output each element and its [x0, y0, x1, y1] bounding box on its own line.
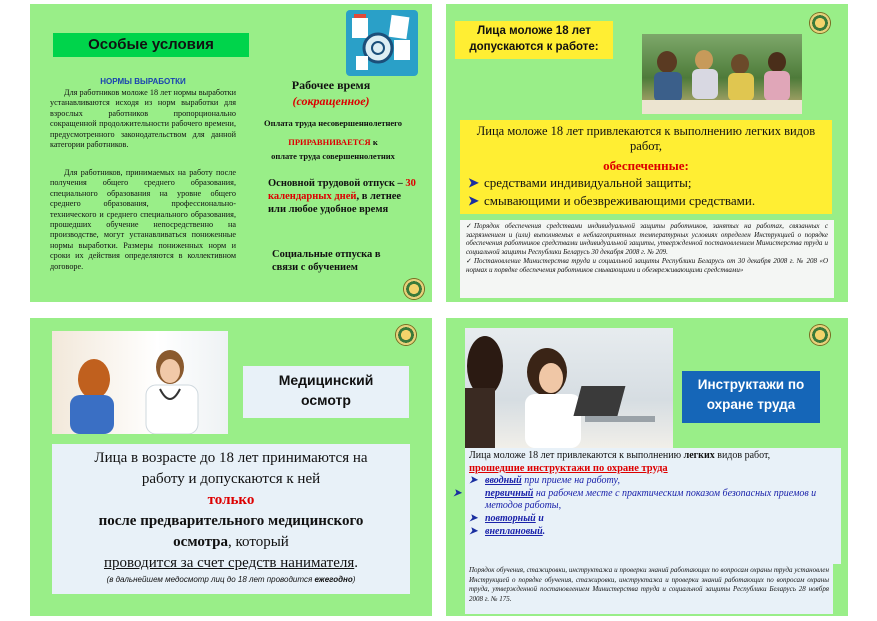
slide-medical-exam [30, 318, 432, 616]
emblem-logo [810, 13, 830, 33]
pay-k: к [370, 137, 378, 147]
slide-title: Особые условия [53, 33, 249, 57]
leave-days: 30 календарных дней [268, 178, 416, 202]
norms-paragraph-1: Для работников моложе 18 лет нормы выработки устанавливаются исходя из норм выработки для взрослых работников пропорционально сокращенной продолжительности рабочего времени, предусмотренного законодательством для данной категории работников. [50, 88, 236, 150]
pay-line-3: оплате труда совершеннолетних [271, 151, 395, 161]
pay-equal-label: ПРИРАВНИВАЕТСЯ [288, 137, 371, 147]
social-leave-text: Социальные отпуска в связи с обучением [272, 249, 381, 273]
after-exam-line: после предварительного медицинского [98, 513, 364, 529]
light-work-box [460, 120, 832, 214]
list-item: ➤ внеплановый. [469, 525, 546, 537]
text-line-2: работу и допускаются к ней [141, 471, 321, 487]
passed-briefings: прошедшие инструктажи по охране труда [469, 462, 668, 474]
exam-line: осмотра, который [173, 534, 289, 550]
light-work-text: Лица моложе 18 лет привлекаются к выполнению легких видов работ, [476, 124, 816, 153]
pay-line-2 [240, 137, 426, 147]
briefings-intro: Лица моложе 18 лет привлекаются к выполнению легких видов работ, [469, 450, 771, 461]
emblem-logo [404, 279, 424, 299]
paid-line: проводится за счет средств нанимателя. [103, 555, 359, 571]
check-icon: ✓ [466, 222, 472, 230]
students-laptop-photo [465, 328, 673, 448]
medical-exam-box [52, 444, 410, 594]
check-icon: ✓ [466, 257, 472, 266]
arrow-bullet-icon: ➤ [468, 175, 479, 190]
leave-part-1: Основной трудовой отпуск – [268, 178, 403, 189]
arrow-bullet-icon: ➤ [469, 475, 478, 487]
norms-paragraph-2: Для работников, принимаемых на работу после получения общего среднего образования, специального образования на уровне общего среднего образования, профессионально-технического и среднего специального образования, прошедших обучение непосредственно на производстве, могут устанавливаться пониженные нормы выработки. Размеры пониженных норм и сроки их действия определяются в коллективном договоре. [50, 168, 236, 271]
reference-2: ✓ Постановление Министерства труда и социальной защиты Республики Беларусь от 30 декабря 2008 г. № 208 «О нормах и порядке обеспечения работников смывающими и обезвреживающими средствами» [466, 257, 828, 274]
reference-1: ✓ Порядок обеспечения средствами индивидуальной защиты работников, занятых на работах, связанных с загрязнением и (или) выполняемых в неблагоприятных температурных условиях определен Инструкцией о порядке обеспечения работников средствами индивидуальной защиты, утвержденной постановлением Министерства труда и социальной защиты Республики Беларусь 30 декабря 2008 г. № 209. [466, 222, 828, 256]
documents-clipart-icon [346, 10, 418, 76]
list-item: ➤ вводный при приеме на работу, [469, 475, 620, 487]
doctor-photo [52, 331, 228, 434]
arrow-bullet-icon: ➤ [468, 193, 479, 208]
list-item: ➤ средствами индивидуальной защиты; [468, 175, 692, 190]
title-line-2: осмотр [301, 392, 351, 408]
leave-part-2: , в летнее или любое удобное время [268, 191, 402, 215]
slide-safety-briefings [446, 318, 848, 616]
slide-admitted-to-work [446, 4, 848, 302]
title-line-2: охране труда [706, 397, 796, 412]
arrow-bullet-icon: ➤ [469, 512, 478, 524]
emblem-logo [810, 325, 830, 345]
list-item: ➤ смывающими и обезвреживающими средствами. [468, 193, 756, 208]
worktime-label: Рабочее время [291, 78, 371, 92]
norms-heading: НОРМЫ ВЫРАБОТКИ [100, 77, 186, 86]
list-item: ➤ повторный и [469, 512, 544, 524]
arrow-bullet-icon: ➤ [453, 487, 462, 499]
banner-line-1: Лица моложе 18 лет [477, 25, 591, 37]
references-box [460, 220, 834, 298]
only-word: только [207, 492, 255, 508]
briefings-title [682, 371, 820, 423]
banner-line-2: допускаются к работе: [469, 41, 599, 53]
admitted-banner [455, 21, 613, 59]
medical-footnote: (в дальнейшем медосмотр лиц до 18 лет проводится ежегодно) [106, 575, 356, 584]
text-line-1: Лица в возрасте до 18 лет принимаются на [94, 450, 368, 466]
slide-special-conditions [30, 4, 432, 302]
provided-label: обеспеченные: [603, 158, 689, 173]
protection-list [468, 174, 828, 210]
arrow-bullet-icon: ➤ [469, 525, 478, 537]
briefing-types-list [453, 475, 837, 538]
emblem-logo [396, 325, 416, 345]
list-item: ➤ первичный на рабочем месте с практическим показом безопасных приемов и методов работы, [453, 487, 817, 512]
pay-line-1: Оплата труда несовершеннолетнего [263, 118, 403, 128]
title-line-1: Инструктажи по [697, 377, 805, 392]
briefings-box [453, 448, 841, 564]
medical-exam-title [243, 366, 409, 418]
title-line-1: Медицинский [278, 372, 374, 388]
worktime-note: (сокращенное) [292, 94, 370, 108]
main-leave-text [268, 177, 418, 216]
students-photo [642, 34, 802, 114]
briefings-footer: Порядок обучения, стажировки, инструктажа и проверки знаний работающих по вопросам охраны труда установлен Инструкцией о порядке обучения, стажировки, инструктажа и проверки знаний работающих по вопросам охраны труда, утвержденной постановлением Министерства труда и социальной защиты Республики Беларусь 28 ноября 2008 г. № 175. [465, 564, 833, 614]
